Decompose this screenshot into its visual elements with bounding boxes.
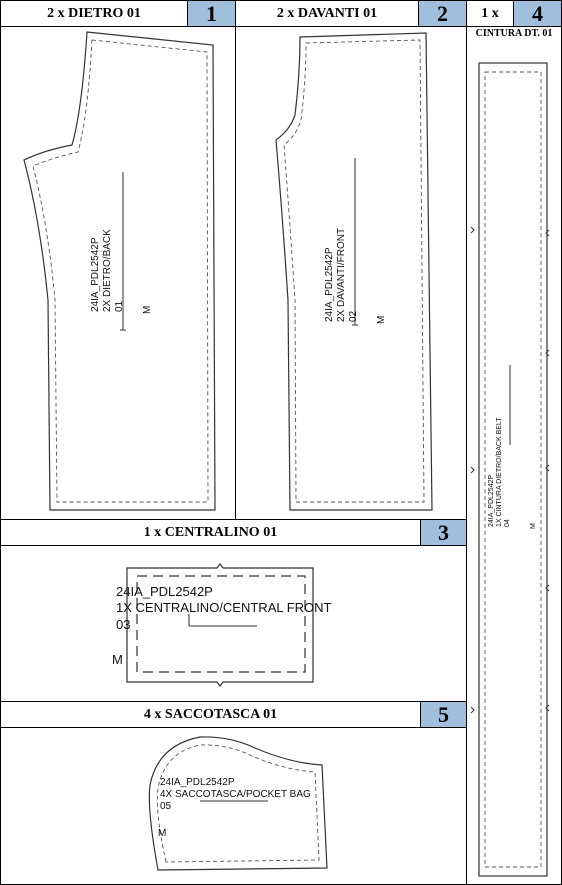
dietro-pattern-piece xyxy=(24,32,215,510)
header-dietro: 2 x DIETRO 01 xyxy=(0,0,188,27)
header-centralino: 1 x CENTRALINO 01 xyxy=(0,519,421,546)
centralino-label-line2: 1X CENTRALINO/CENTRAL FRONT xyxy=(116,600,332,615)
dietro-label-line1: 24IA_PDL2542P xyxy=(90,237,101,312)
header-davanti: 2 x DAVANTI 01 xyxy=(235,0,419,27)
cintura-label-line3: 04 xyxy=(504,519,511,527)
centralino-label-line1: 24IA_PDL2542P xyxy=(116,584,213,599)
cintura-subtitle: CINTURA DT. 01 xyxy=(475,28,553,39)
dietro-label-line3: 01 xyxy=(114,300,125,312)
cintura-pattern-piece xyxy=(471,63,549,876)
davanti-label-line2: 2X DAVANTI/FRONT xyxy=(336,227,347,322)
davanti-label-line3: 02 xyxy=(348,310,359,322)
davanti-pattern-piece xyxy=(276,33,432,510)
dietro-size: M xyxy=(142,305,153,314)
centralino-label-line3: 03 xyxy=(116,617,131,632)
number-badge-3: 3 xyxy=(420,519,467,546)
header-cintura: 1 x xyxy=(466,0,514,27)
centralino-size: M xyxy=(112,652,123,667)
davanti-label-line1: 24IA_PDL2542P xyxy=(324,247,335,322)
number-badge-2: 2 xyxy=(418,0,467,27)
cintura-size: M xyxy=(530,523,537,529)
saccotasca-label-line3: 05 xyxy=(160,801,172,812)
centralino-pattern-piece xyxy=(127,564,313,686)
saccotasca-pattern-piece xyxy=(149,737,327,870)
saccotasca-label-line2: 4X SACCOTASCA/POCKET BAG xyxy=(160,789,311,800)
cintura-label-line1: 24IA_PDL2542P xyxy=(488,474,495,527)
saccotasca-label-line1: 24IA_PDL2542P xyxy=(160,777,235,788)
number-badge-1: 1 xyxy=(187,0,236,27)
header-saccotasca: 4 x SACCOTASCA 01 xyxy=(0,701,421,728)
number-badge-5: 5 xyxy=(420,701,467,728)
davanti-size: M xyxy=(376,315,387,324)
saccotasca-size: M xyxy=(158,828,167,839)
number-badge-4: 4 xyxy=(513,0,562,27)
cintura-label-line2: 1X CINTURA DIETRO/BACK BELT xyxy=(496,417,503,527)
dietro-label-line2: 2X DIETRO/BACK xyxy=(102,229,113,312)
